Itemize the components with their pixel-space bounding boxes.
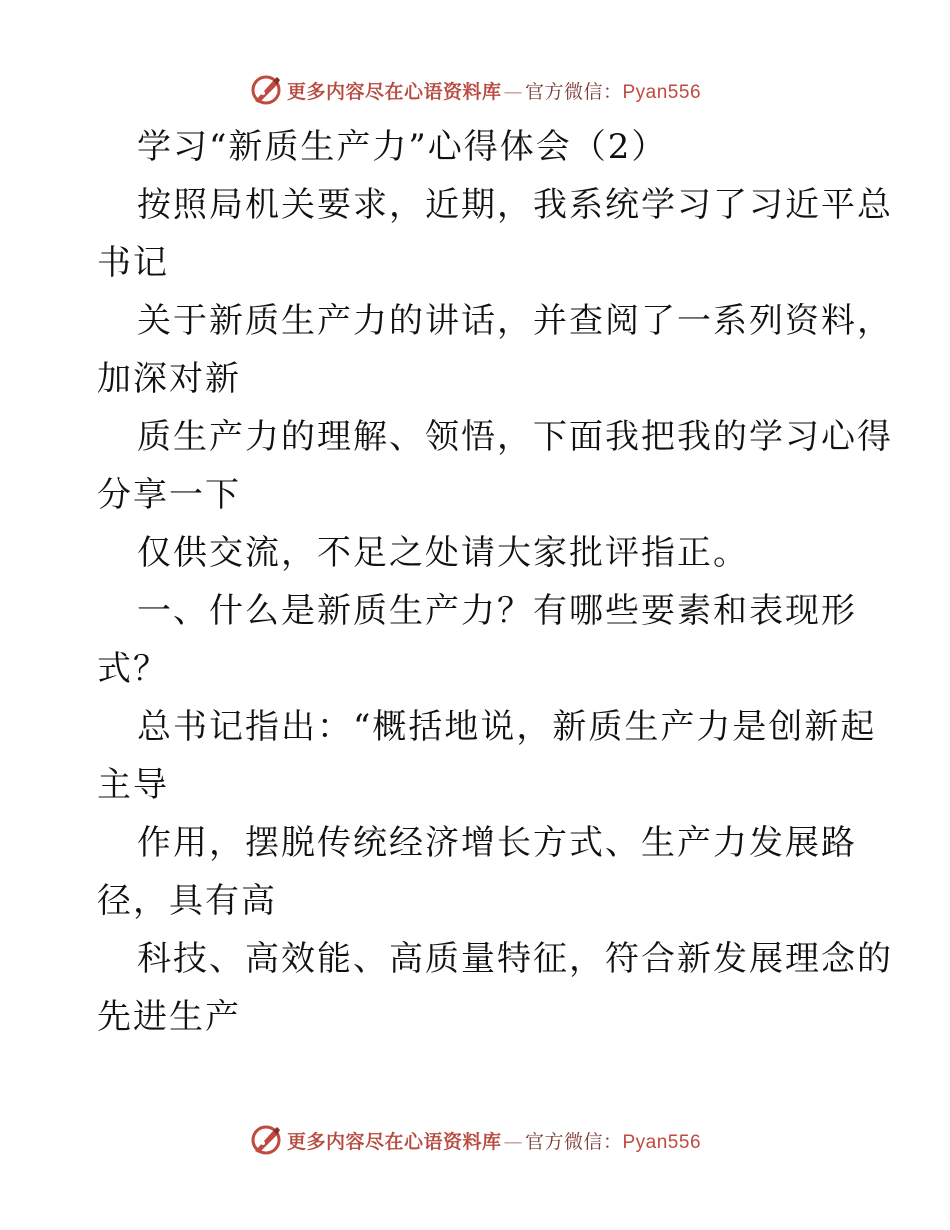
watermark-wechat-label: 官方微信：	[524, 80, 623, 103]
footer-watermark-banner	[0, 1120, 950, 1160]
paragraph-line: 主导	[97, 765, 169, 805]
paragraph-line: 先进生产	[97, 997, 241, 1037]
paragraph-line: 书记	[97, 243, 169, 283]
watermark-site-text: 更多内容尽在心语资料库	[286, 80, 502, 103]
watermark-text	[287, 77, 701, 104]
paragraph-line: 仅供交流，不足之处请大家批评指正。	[137, 533, 749, 573]
pen-logo-icon	[249, 73, 283, 107]
paragraph-line: 作用，摆脱传统经济增长方式、生产力发展路	[137, 823, 857, 863]
watermark-wechat-handle: Pyan556	[622, 1131, 702, 1153]
watermark-dash: —	[503, 80, 523, 103]
paragraph-line: 质生产力的理解、领悟，下面我把我的学习心得	[137, 417, 893, 457]
watermark-text	[287, 1127, 701, 1154]
section-heading-line: 式？	[97, 649, 169, 689]
paragraph-line: 加深对新	[97, 359, 241, 399]
paragraph-line: 科技、高效能、高质量特征，符合新发展理念的	[137, 939, 893, 979]
paragraph-line: 总书记指出：“概括地说，新质生产力是创新起	[137, 707, 877, 747]
watermark-wechat-label: 官方微信：	[524, 1130, 623, 1153]
pen-logo-icon	[249, 1123, 283, 1157]
document-title: 学习“新质生产力”心得体会（2）	[137, 127, 668, 167]
paragraph-line: 按照局机关要求，近期，我系统学习了习近平总	[137, 185, 893, 225]
section-heading-line: 一、什么是新质生产力？有哪些要素和表现形	[137, 591, 857, 631]
watermark-wechat-handle: Pyan556	[622, 81, 702, 103]
paragraph-line: 径，具有高	[97, 881, 277, 921]
header-watermark-banner	[0, 70, 950, 110]
paragraph-line: 关于新质生产力的讲话，并查阅了一系列资料，	[137, 301, 893, 341]
document-body	[97, 118, 893, 1046]
watermark-site-text: 更多内容尽在心语资料库	[286, 1130, 502, 1153]
paragraph-line: 分享一下	[97, 475, 241, 515]
watermark-dash: —	[503, 1130, 523, 1153]
